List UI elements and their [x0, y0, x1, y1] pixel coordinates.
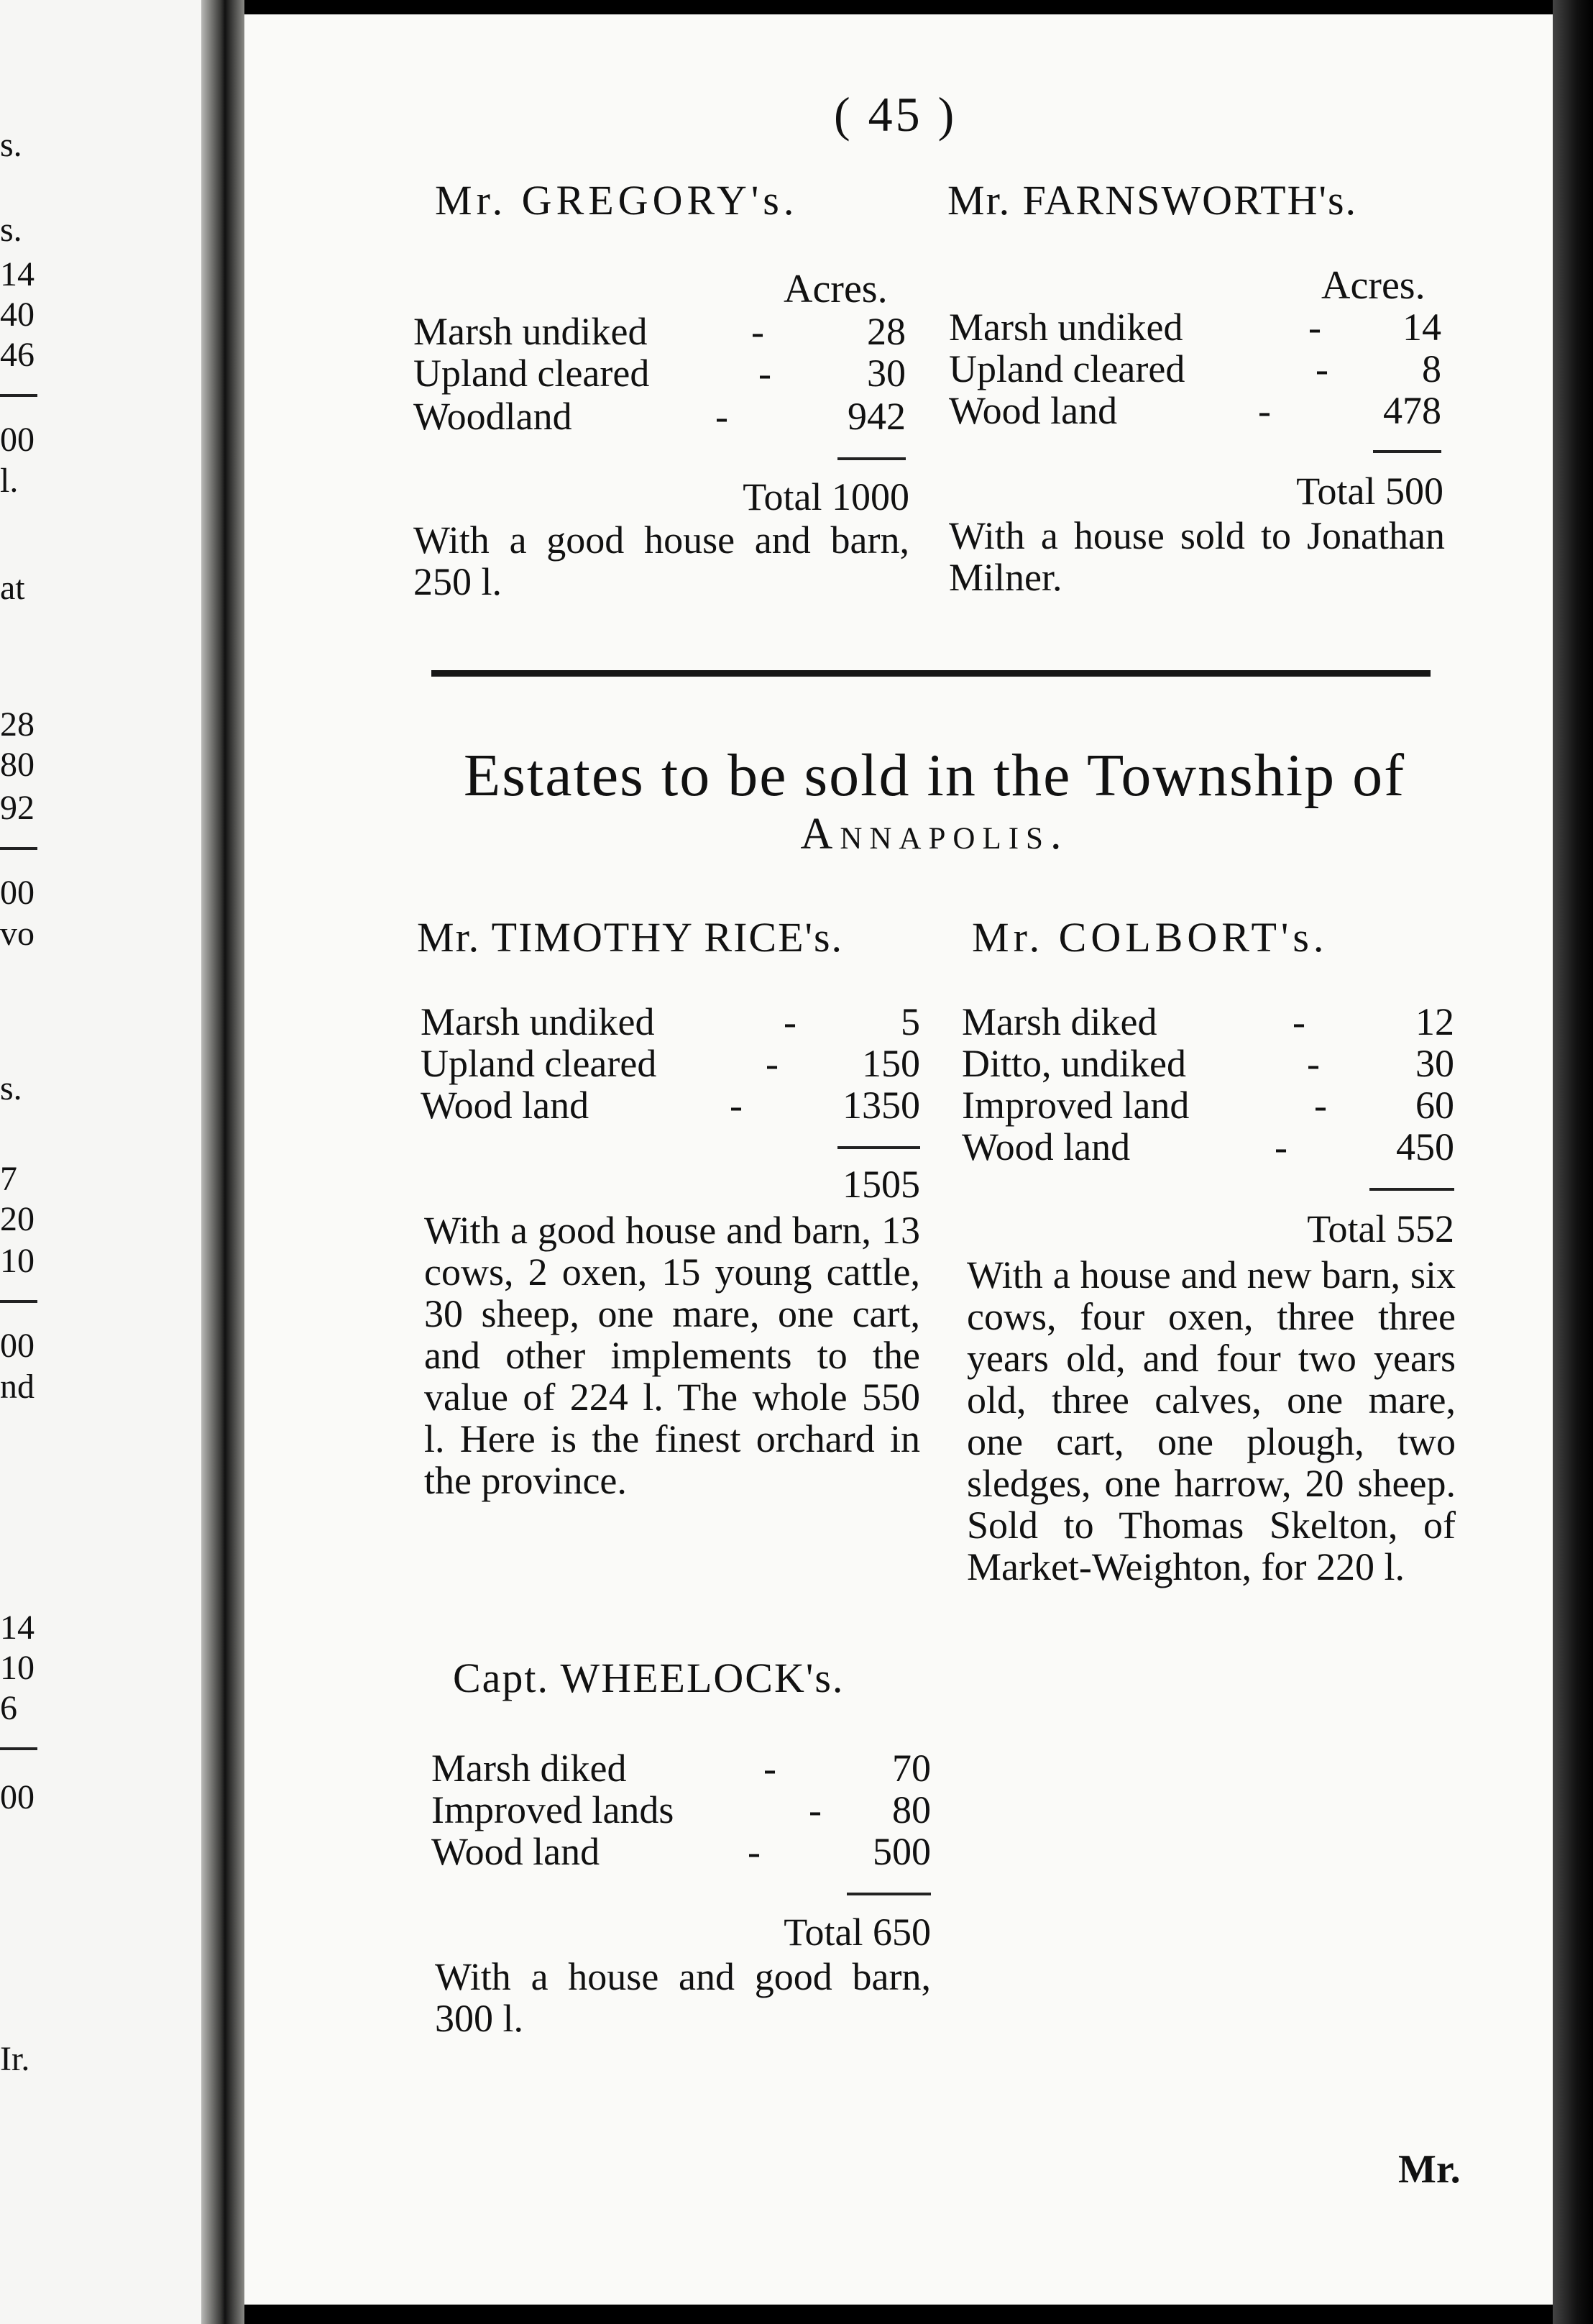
facing-fragment: 6	[0, 1689, 17, 1727]
row-value: 30	[1415, 1042, 1454, 1085]
estate-heading-farnsworth: Mr. FARNSWORTH's.	[947, 177, 1358, 224]
estate-row	[962, 1125, 1454, 1168]
facing-rule	[0, 394, 37, 397]
facing-fragment: at	[0, 569, 25, 607]
row-dash: -	[1307, 1042, 1320, 1085]
facing-fragment: 40	[0, 296, 35, 334]
sum-rule	[1369, 1188, 1454, 1191]
row-dash: -	[730, 1084, 743, 1127]
facing-fragment: s.	[0, 1069, 22, 1107]
row-value: 70	[892, 1747, 931, 1790]
facing-fragment: 46	[0, 336, 35, 374]
row-value: 30	[867, 352, 906, 395]
sum-rule	[1373, 450, 1441, 453]
estate-row	[949, 347, 1441, 390]
row-value: 942	[848, 395, 906, 438]
row-dash: -	[758, 352, 771, 395]
row-dash: -	[1258, 389, 1271, 432]
facing-fragment: 92	[0, 789, 35, 827]
estate-row	[949, 388, 1441, 431]
facing-fragment: 10	[0, 1649, 35, 1687]
row-value: 14	[1403, 306, 1441, 349]
estate-heading-colbort: Mr. COLBORT's.	[972, 914, 1328, 961]
row-label: Upland cleared	[421, 1042, 657, 1085]
row-dash: -	[784, 1000, 796, 1043]
row-label: Ditto, undiked	[962, 1042, 1186, 1085]
estate-row	[413, 309, 906, 352]
row-dash: -	[715, 395, 728, 438]
facing-fragment: 00	[0, 874, 35, 912]
row-dash: -	[748, 1830, 761, 1873]
estate-row	[413, 351, 906, 394]
row-label: Marsh undiked	[949, 306, 1183, 349]
row-value: 28	[867, 310, 906, 353]
facing-fragment: 20	[0, 1200, 35, 1238]
facing-fragment: 14	[0, 255, 35, 293]
facing-fragment: 28	[0, 705, 35, 744]
estate-row	[431, 1829, 931, 1872]
row-value: 500	[873, 1830, 931, 1873]
row-dash: -	[1293, 1000, 1305, 1043]
facing-rule	[0, 1747, 37, 1750]
estate-note: With a good house and barn, 250 l.	[413, 518, 909, 603]
estate-total: Total 1000	[743, 475, 909, 518]
row-dash: -	[1275, 1125, 1287, 1168]
facing-fragment: 14	[0, 1609, 35, 1647]
estate-row	[431, 1746, 931, 1789]
facing-fragment: nd	[0, 1368, 35, 1406]
row-value: 5	[901, 1000, 920, 1043]
row-dash: -	[1314, 1084, 1327, 1127]
row-value: 450	[1396, 1125, 1454, 1168]
estate-total: Total 552	[1307, 1207, 1454, 1250]
sum-rule	[837, 1146, 920, 1149]
section-divider	[431, 670, 1431, 677]
page-number: ( 45 )	[834, 87, 958, 142]
row-label: Upland cleared	[949, 347, 1185, 390]
row-label: Marsh diked	[962, 1000, 1157, 1043]
row-value: 1350	[843, 1084, 920, 1127]
section-subtitle: Annapolis.	[800, 810, 1069, 859]
row-value: 478	[1383, 389, 1441, 432]
row-value: 12	[1415, 1000, 1454, 1043]
row-label: Woodland	[413, 395, 572, 438]
acres-label: Acres.	[784, 267, 888, 311]
estate-total: Total 500	[1296, 470, 1443, 513]
book-gutter	[201, 0, 244, 2324]
page-edge	[1553, 0, 1593, 2324]
estate-total: Total 650	[784, 1911, 931, 1954]
row-dash: -	[1308, 306, 1321, 349]
row-value: 8	[1422, 347, 1441, 390]
facing-fragment: 10	[0, 1242, 35, 1280]
estate-note: With a house sold to Jonathan Milner.	[949, 514, 1445, 599]
facing-fragment: 80	[0, 746, 35, 784]
facing-rule	[0, 1300, 37, 1303]
estate-heading-gregory: Mr. GREGORY's.	[435, 177, 799, 224]
estate-row	[421, 999, 920, 1043]
row-label: Marsh undiked	[421, 1000, 655, 1043]
estate-note: With a good house and barn, 13 cows, 2 oxen, 15 young cattle, 30 sheep, one mare, one cart, and other implements to the value of 224 l. The whole 550 l. Here is the finest orchard in the province.	[424, 1209, 920, 1502]
facing-fragment: 7	[0, 1160, 17, 1198]
row-label: Marsh diked	[431, 1747, 627, 1790]
row-dash: -	[766, 1042, 779, 1085]
facing-fragment: 00	[0, 1327, 35, 1365]
sum-rule	[847, 1893, 931, 1895]
row-label: Improved land	[962, 1084, 1190, 1127]
estate-row	[962, 999, 1454, 1043]
estate-row	[962, 1041, 1454, 1084]
facing-rule	[0, 847, 37, 850]
row-label: Improved lands	[431, 1788, 674, 1831]
section-title: Estates to be sold in the Township of	[463, 742, 1406, 809]
row-label: Marsh undiked	[413, 310, 648, 353]
facing-fragment: 00	[0, 1778, 35, 1816]
row-value: 150	[862, 1042, 920, 1085]
facing-page-fragment	[0, 0, 201, 2324]
estate-total: 1505	[843, 1163, 920, 1206]
estate-heading-rice: Mr. TIMOTHY RICE's.	[417, 914, 844, 961]
row-label: Wood land	[962, 1125, 1131, 1168]
estate-row	[949, 305, 1441, 348]
sum-rule	[837, 457, 906, 460]
row-value: 60	[1415, 1084, 1454, 1127]
facing-fragment: l.	[0, 462, 19, 500]
row-dash: -	[809, 1788, 822, 1831]
estate-row	[421, 1041, 920, 1084]
row-label: Upland cleared	[413, 352, 650, 395]
row-dash: -	[751, 310, 764, 353]
catchword: Mr.	[1398, 2147, 1461, 2192]
estate-row	[431, 1788, 931, 1831]
facing-fragment: s.	[0, 211, 22, 249]
estate-row	[962, 1083, 1454, 1126]
estate-heading-wheelock: Capt. WHEELOCK's.	[453, 1655, 845, 1701]
estate-note: With a house and good barn, 300 l.	[435, 1955, 931, 2040]
acres-label: Acres.	[1321, 263, 1426, 308]
row-label: Wood land	[949, 389, 1118, 432]
estate-note: With a house and new barn, six cows, four oxen, three three years old, and four two years old, three calves, one mare, one cart, one plough, two sledges, one harrow, 20 sheep. Sold to Thomas Skelton, of Market-Weighton, for 220 l.	[967, 1253, 1456, 1588]
estate-row	[421, 1083, 920, 1126]
row-dash: -	[1316, 347, 1328, 390]
row-label: Wood land	[421, 1084, 589, 1127]
row-label: Wood land	[431, 1830, 600, 1873]
facing-fragment: Ir.	[0, 2040, 30, 2078]
estate-row	[413, 394, 906, 437]
facing-fragment: s.	[0, 126, 22, 164]
facing-fragment: 00	[0, 421, 35, 459]
row-dash: -	[763, 1747, 776, 1790]
row-value: 80	[892, 1788, 931, 1831]
facing-fragment: vo	[0, 915, 35, 953]
